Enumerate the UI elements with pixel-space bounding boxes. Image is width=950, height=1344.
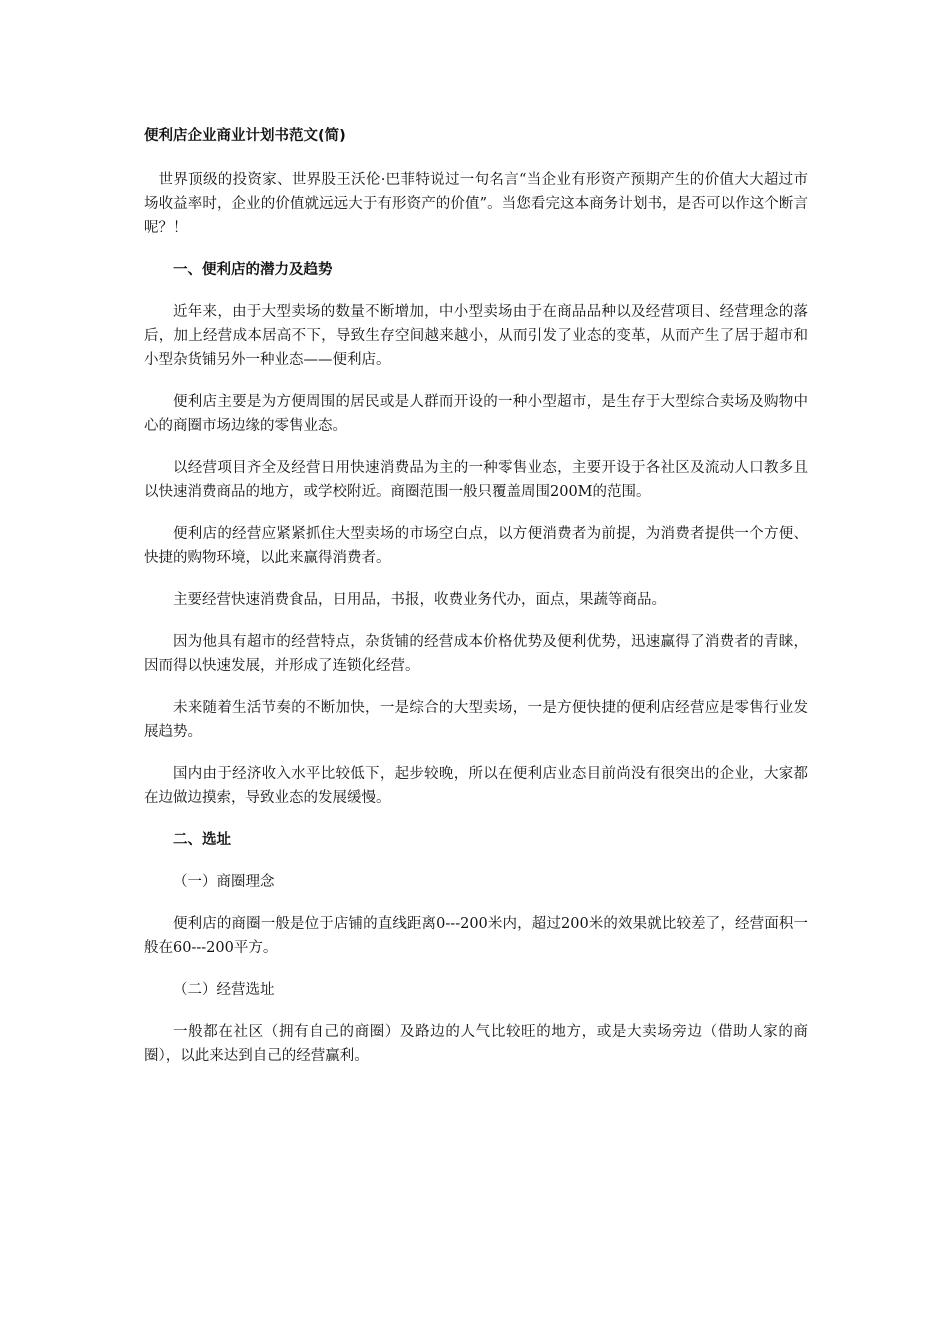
section-1-paragraph-6: 因为他具有超市的经营特点，杂货铺的经营成本价格优势及便利优势，迅速赢得了消费者的青睐，因而得以快速发展，并形成了连锁化经营。 <box>144 634 808 674</box>
section-1-paragraph-7: 未来随着生活节奏的不断加快，一是综合的大型卖场，一是方便快捷的便利店经营应是零售行业发展趋势。 <box>144 700 808 740</box>
document-page <box>144 126 808 1086</box>
section-1-paragraph-8: 国内由于经济收入水平比较低下，起步较晚，所以在便利店业态目前尚没有很突出的企业，大家都在边做边摸索，导致业态的发展缓慢。 <box>144 766 808 806</box>
section-1-paragraph-5: 主要经营快速消费食品，日用品，书报，收费业务代办，面点，果蔬等商品。 <box>173 592 666 608</box>
section-1-paragraph-2: 便利店主要是为方便周围的居民或是人群而开设的一种小型超市，是生存于大型综合卖场及购物中心的商圈市场边缘的零售业态。 <box>144 394 808 434</box>
intro-paragraph: 世界顶级的投资家、世界股王沃伦·巴菲特说过一句名言“当企业有形资产预期产生的价值大大超过市场收益率时，企业的价值就远远大于有形资产的价值”。当您看完这本商务计划书，是否可以作这个断言呢？！ <box>144 172 808 236</box>
section-1-paragraph-4: 便利店的经营应紧紧抓住大型卖场的市场空白点，以方便消费者为前提，为消费者提供一个方便、快捷的购物环境，以此来赢得消费者。 <box>144 526 808 566</box>
section-2-sub-2-heading: （二）经营选址 <box>173 982 275 998</box>
document-title: 便利店企业商业计划书范文(简) <box>144 128 346 144</box>
section-1-heading: 一、便利店的潜力及趋势 <box>173 262 333 278</box>
section-1-paragraph-1: 近年来，由于大型卖场的数量不断增加，中小型卖场由于在商品品种以及经营项目、经营理念的落后，加上经营成本居高不下，导致生存空间越来越小，从而引发了业态的变革，从而产生了居于超市和小型杂货铺另外一种业态——便利店。 <box>144 304 808 368</box>
section-2-sub-2-paragraph: 一般都在社区（拥有自己的商圈）及路边的人气比较旺的地方，或是大卖场旁边（借助人家的商圈），以此来达到自己的经营赢利。 <box>144 1024 808 1064</box>
section-2-sub-1-heading: （一）商圈理念 <box>173 874 275 890</box>
section-2-heading: 二、选址 <box>173 832 231 848</box>
section-1-paragraph-3: 以经营项目齐全及经营日用快速消费品为主的一种零售业态，主要开设于各社区及流动人口教多且以快速消费商品的地方，或学校附近。商圈范围一般只覆盖周围200M的范围。 <box>144 460 808 500</box>
section-2-sub-1-paragraph: 便利店的商圈一般是位于店铺的直线距离0---200米内，超过200米的效果就比较差了，经营面积一般在60---200平方。 <box>144 916 808 956</box>
